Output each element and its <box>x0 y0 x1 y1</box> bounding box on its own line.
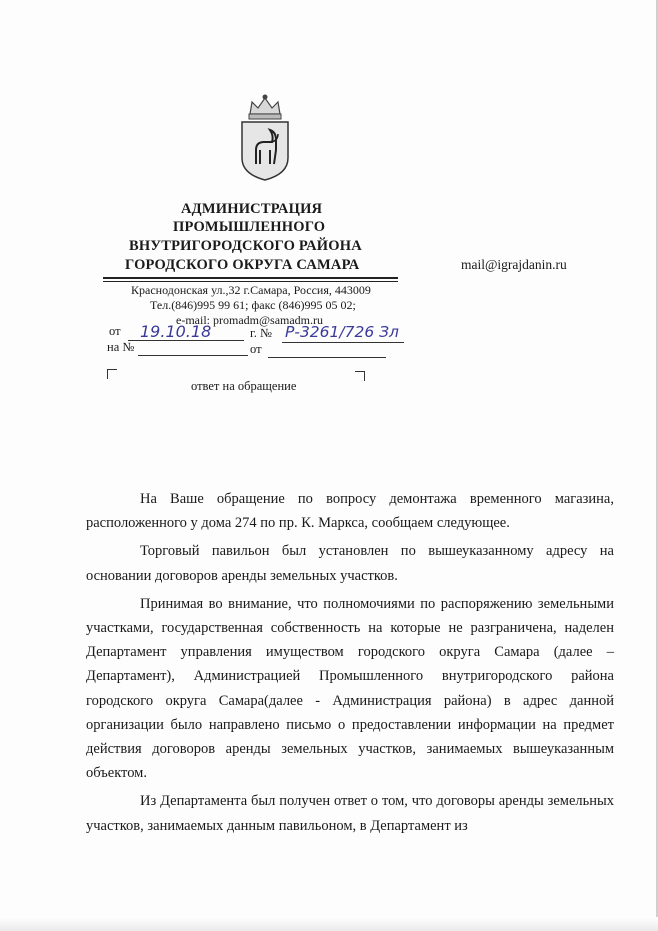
org-name-line: АДМИНИСТРАЦИЯ <box>181 201 323 217</box>
org-name-line: ВНУТРИГОРОДСКОГО РАЙОНА <box>129 238 362 254</box>
letter-body <box>86 487 614 842</box>
number-prefix: г. № <box>250 326 272 340</box>
coat-of-arms-emblem <box>236 92 294 182</box>
date-handwritten: 19.10.18 <box>140 322 212 341</box>
number-handwritten: Р-3261/726 Зл <box>285 323 399 341</box>
number-underline <box>282 342 404 343</box>
body-paragraph: Принимая во внимание, что полномочиями по распоряжению земельными участками, государственная собственность на которые не разграничена, наделен Департамент управления имуществом городского округа Самара (далее – Департамент), Администрацией Промышленного внутригородского района городского округа Самара(далее - Администрация района) в адрес данной организации было направлено письмо о предоставлении информации на предмет действия договоров аренды земельных участков, занимаемых вышеуказанным объектом. <box>86 595 614 782</box>
org-email: e-mail: promadm@samadm.ru <box>176 313 324 327</box>
bracket-right <box>355 371 365 381</box>
header-rule <box>103 281 398 282</box>
bracket-left <box>107 369 117 379</box>
incoming-date-underline <box>268 357 386 358</box>
page-bottom-edge <box>0 917 658 931</box>
incoming-date-prefix: от <box>250 342 262 356</box>
org-phone: Тел.(846)995 99 61; факс (846)995 05 02; <box>150 298 356 312</box>
letter-subject: ответ на обращение <box>191 379 297 393</box>
incoming-underline <box>138 355 248 356</box>
body-paragraph: Торговый павильон был установлен по вышеуказанному адресу на основании договоров аренды земельных участков. <box>86 543 614 584</box>
org-name-line: ГОРОДСКОГО ОКРУГА САМАРА <box>125 257 360 273</box>
org-name-line: ПРОМЫШЛЕННОГО <box>173 219 326 235</box>
recipient-email: mail@igrajdanin.ru <box>461 257 567 272</box>
incoming-prefix: на № <box>107 340 135 354</box>
header-rule <box>103 277 398 279</box>
date-prefix: от <box>109 324 121 338</box>
org-address: Краснодонская ул.,32 г.Самара, Россия, 443009 <box>131 283 371 297</box>
body-paragraph: На Ваше обращение по вопросу демонтажа временного магазина, расположенного у дома 274 по пр. К. Маркса, сообщаем следующее. <box>86 491 614 532</box>
body-paragraph: Из Департамента был получен ответ о том, что договоры аренды земельных участков, занимаемых данным павильоном, в Департамент из <box>86 793 614 834</box>
